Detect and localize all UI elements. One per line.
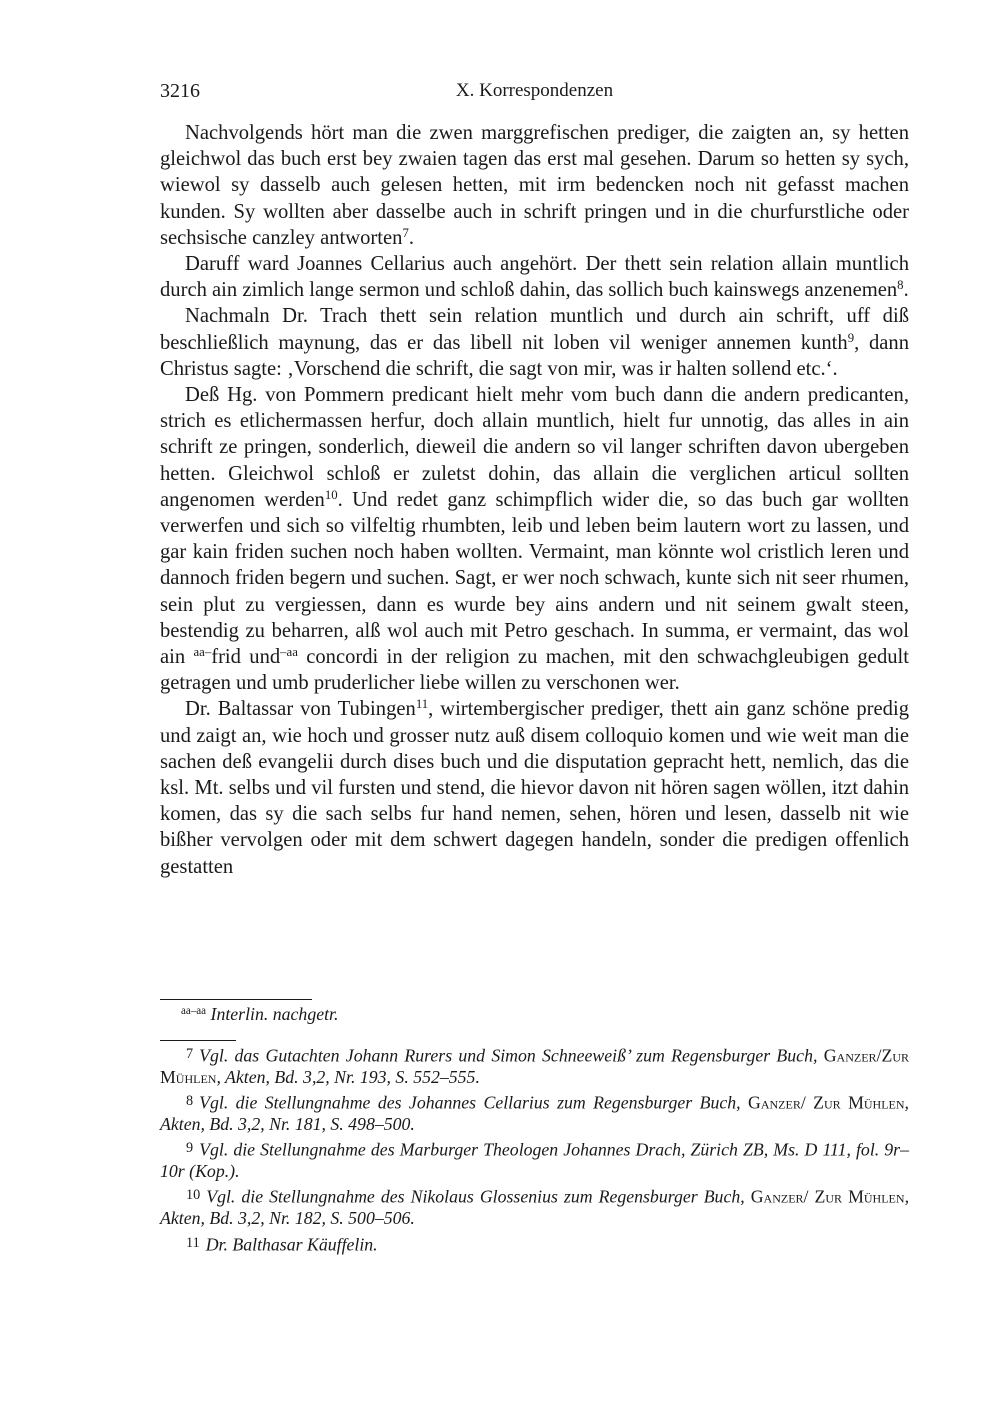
paragraph-text: . bbox=[408, 226, 414, 249]
paragraph-text: . Und redet ganz schimpflich wider die, so das buch gar wollten verwerfen und sich so vilfeltig rhumbten, leib und leben beim lautern wort zu lassen, und gar kain friden suchen noch haben wollten. Vermaint, man könnte wol cristlich leren und dannoch friden begern und suchen. Sagt, er wer noch schwach, kunte sich nit seer rhumen, sein plut zu vergiessen, dann es wurde bey ains andern und nit seinem gwalt steen, bestendig zu beharren, alß wol auch mit Petro geschach. In summa, er vermaint, das wol ain bbox=[160, 488, 909, 669]
apparatus-mark: aa– bbox=[193, 645, 212, 660]
page-header bbox=[160, 80, 909, 106]
footnote-text: Vgl. das Gutachten Johann Rurers und Simon Schneeweiß’ zum Regensburger Buch, bbox=[199, 1045, 818, 1066]
apparatus-mark: aa–aa bbox=[181, 1004, 207, 1017]
paragraph-5 bbox=[160, 696, 909, 879]
paragraph-text: Daruff ward Joannes Cellarius auch angehört. Der thett sein relation allain muntlich durch ain zimlich lange sermon und schloß dahin, das sollich buch kainswegs anzenemen bbox=[160, 253, 909, 302]
footnote-text: Vgl. die Stellungnahme des Johannes Cellarius zum Regensburger Buch, bbox=[199, 1092, 741, 1113]
footnote-number: 10 bbox=[186, 1187, 201, 1204]
footnote-ref[interactable]: 10 bbox=[324, 487, 338, 502]
apparatus-text: Interlin. nachgetr. bbox=[210, 1004, 339, 1024]
apparatus-divider bbox=[160, 999, 312, 1000]
paragraph-text: , dann Christus sagte: ‚Vorschend die schrift, die sagt von mir, was ir halten sollend etc.‘. bbox=[160, 331, 910, 380]
apparatus-note bbox=[181, 1003, 338, 1026]
footnote-ref[interactable]: 9 bbox=[847, 330, 855, 345]
footnote-ref[interactable]: 7 bbox=[402, 225, 409, 240]
footnote-8 bbox=[160, 1091, 909, 1135]
footnote-10 bbox=[160, 1185, 909, 1229]
page-number: 3216 bbox=[160, 80, 200, 102]
running-title: X. Korrespondenzen bbox=[455, 80, 614, 101]
paragraph-text: Nachmaln Dr. Trach thett sein relation muntlich und durch ain schrift, uff diß beschließlich maynung, das er das libell nit loben vil weniger annemen kunth bbox=[160, 305, 909, 354]
footnote-text: , Akten, Bd. 3,2, Nr. 182, S. 500–506. bbox=[160, 1186, 910, 1229]
main-text bbox=[160, 120, 909, 880]
paragraph-text: Dr. Baltassar von Tubingen bbox=[185, 698, 416, 721]
paragraph-text: . bbox=[903, 279, 909, 302]
footnote-text: , Akten, Bd. 3,2, Nr. 193, S. 552–555. bbox=[216, 1066, 480, 1087]
footnote-number: 7 bbox=[186, 1046, 194, 1062]
paragraph-1 bbox=[160, 120, 909, 251]
footnote-text: Vgl. die Stellungnahme des Marburger Theologen Johannes Drach, Zürich ZB, Ms. D 111, fol. 9r–10r (Kop.). bbox=[160, 1139, 909, 1182]
author-names: Ganzer/Zur Mühlen bbox=[160, 1045, 909, 1087]
footnotes bbox=[160, 1044, 909, 1258]
paragraph-text: concordi in der religion zu machen, mit den schwachgleubigen gedult getragen und umb pruderlicher liebe willen zu verschonen wer. bbox=[160, 646, 909, 695]
footnote-divider bbox=[160, 1040, 236, 1041]
paragraph-2 bbox=[160, 251, 909, 303]
footnote-text: , Akten, Bd. 3,2, Nr. 181, S. 498–500. bbox=[160, 1092, 909, 1134]
footnote-text: Vgl. die Stellungnahme des Nikolaus Glossenius zum Regensburger Buch, bbox=[206, 1186, 745, 1207]
paragraph-text: Deß Hg. von Pommern predicant hielt mehr vom buch dann die andern predicanten, strich es etlichermassen herfur, doch allain muntlich, hielt fur unnotig, das alles in ain schrift ze pringen, sonderlich, dieweil die andern so vil langer schriften davon ubergeben hetten. Gleichwol schloß er zuletst dohin, das allain die verglichen articul sollten angenomen werden bbox=[160, 384, 909, 511]
footnote-number: 9 bbox=[186, 1140, 194, 1157]
footnote-text: Dr. Balthasar Käuffelin. bbox=[205, 1234, 378, 1255]
footnote-ref[interactable]: 11 bbox=[415, 697, 429, 712]
paragraph-text: , wirtembergischer prediger, thett ain ganz schöne predig und zaigt an, wie hoch und grosser nutz auß disem colloquio komen und wie weit man die sachen deß evangelii durch dises buch und die disputation gepracht hett, nemlich, das die ksl. Mt. selbs und vil fursten und stend, die hievor davon nit hören sagen wöllen, itzt dahin komen, das sy die sach selbs fur hand nemen, sehen, hören und lesen, dasselb nit wie bißher vervolgen oder mit dem schwert dagegen handeln, sonder die predigen offenlich gestatten bbox=[160, 698, 909, 878]
footnote-number: 11 bbox=[186, 1234, 200, 1251]
apparatus-mark: –aa bbox=[280, 645, 298, 660]
footnote-number: 8 bbox=[186, 1093, 194, 1110]
paragraph-text: frid und bbox=[211, 646, 281, 669]
footnote-ref[interactable]: 8 bbox=[897, 278, 904, 293]
paragraph-3 bbox=[160, 303, 909, 382]
paragraph-4 bbox=[160, 382, 909, 696]
author-names: Ganzer/ Zur Mühlen bbox=[750, 1186, 905, 1207]
paragraph-text: Nachvolgends hört man die zwen marggrefischen prediger, die zaigten an, sy hetten gleichwol das buch erst bey zwaien tagen das erst mal gesehen. Darum so hetten sy sych, wiewol sy dasselb auch gelesen hetten, mit irm bedencken noch nit gefasst machen kunden. Sy wollten aber dasselbe auch in schrift pringen und in die churfurstliche oder sechsische canzley antworten bbox=[160, 122, 909, 249]
footnote-7 bbox=[160, 1044, 909, 1088]
footnote-9 bbox=[160, 1138, 909, 1182]
author-names: Ganzer/ Zur Mühlen bbox=[747, 1092, 905, 1113]
footnote-11 bbox=[160, 1233, 909, 1256]
